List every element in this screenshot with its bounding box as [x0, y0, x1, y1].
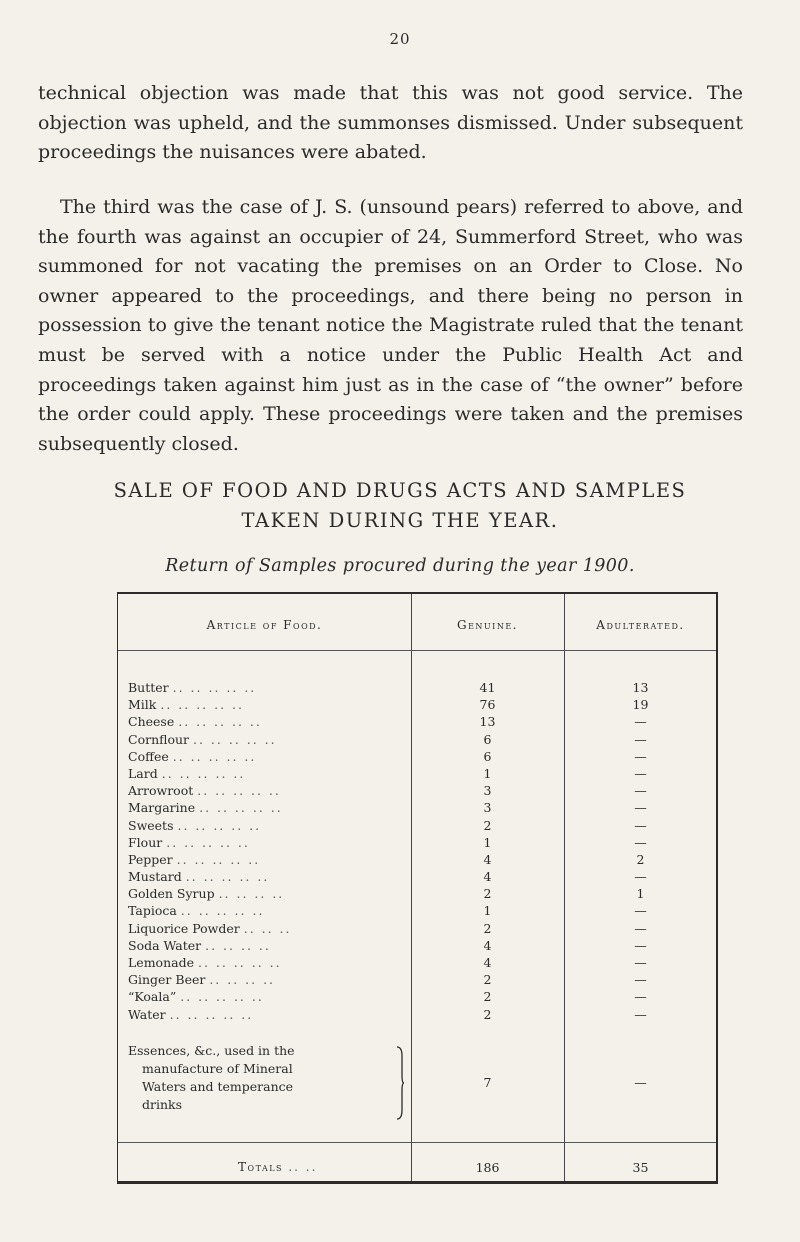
paragraph-2: The third was the case of J. S. (unsound pears) referred to above, and the fourth was against an occupier of 24, Summerford Street, who was summoned for not vacating the premises on an Order to Close. No owner appeared to the proceedings, and there being no person in possession to give the tenant notice the Magistrate ruled that the tenant must be served with a notice under the Public Health Act and proceedings taken against him just as in the case of “the owner” before the order could apply. These proceedings were taken and the premises subsequently closed.: [38, 196, 743, 455]
article-name: Margarine: [128, 800, 196, 816]
essences-article: [128, 1042, 398, 1114]
article-name: “Koala”: [128, 989, 177, 1005]
section-heading-line-2: TAKEN DURING THE YEAR.: [241, 509, 559, 532]
genuine-count: 2: [483, 886, 492, 902]
article-name: Golden Syrup: [128, 886, 215, 902]
column-header-genuine: Genuine.: [457, 618, 518, 632]
essences-line-3: Waters and temperance: [142, 1079, 294, 1094]
table-row: [118, 713, 716, 730]
leader-dots: .. .. .. .. ..: [172, 748, 257, 764]
genuine-count: 1: [483, 834, 492, 850]
leader-dots: .. .. .. .. ..: [176, 851, 261, 867]
adulterated-count: —: [634, 1006, 647, 1022]
essences-adulterated-count: —: [634, 1075, 647, 1090]
genuine-count: 76: [479, 697, 496, 713]
adulterated-count: —: [634, 920, 647, 936]
table-row: [118, 937, 716, 954]
adulterated-count: —: [634, 903, 647, 919]
adulterated-count: —: [634, 989, 647, 1005]
genuine-count: 6: [483, 748, 492, 764]
table-row: [118, 799, 716, 816]
header-rule: [118, 650, 716, 651]
totals-genuine: 186: [475, 1160, 500, 1175]
adulterated-count: —: [634, 955, 647, 970]
article-name: Arrowroot: [128, 783, 194, 799]
right-brace-icon: [395, 1046, 405, 1120]
leader-dots: .. .. .. .. ..: [199, 800, 283, 816]
leader-dots: .. .. .. .. ..: [178, 714, 262, 730]
article-name: Flour: [128, 834, 163, 850]
genuine-count: 2: [483, 989, 492, 1005]
table-row: [118, 885, 716, 902]
leader-dots: .. .. .. ..: [218, 886, 285, 902]
leader-dots: .. .. .. .. ..: [172, 680, 257, 695]
article-name: Liquorice Powder: [128, 920, 240, 936]
adulterated-count: —: [634, 731, 647, 747]
genuine-count: 6: [483, 731, 492, 747]
table-row: [118, 902, 716, 919]
column-header-adulterated: Adulterated.: [596, 618, 685, 632]
page-number: 20: [389, 30, 411, 48]
leader-dots: .. .. .. .. ..: [180, 989, 264, 1005]
essences-line-2: manufacture of Mineral: [142, 1061, 293, 1076]
adulterated-count: —: [634, 817, 647, 833]
table-row: [118, 851, 716, 868]
adulterated-count: —: [634, 783, 647, 799]
table-row: [118, 954, 716, 971]
adulterated-count: 19: [632, 697, 649, 713]
adulterated-count: —: [634, 748, 647, 764]
article-name: Lemonade: [128, 955, 194, 970]
genuine-count: 4: [483, 937, 492, 953]
adulterated-count: —: [634, 714, 647, 730]
adulterated-count: —: [634, 800, 647, 816]
table-row: [118, 679, 716, 696]
leader-dots: .. .. .. .. ..: [160, 697, 244, 713]
genuine-count: 3: [483, 800, 492, 816]
table-row: [118, 920, 716, 937]
genuine-count: 4: [483, 869, 492, 885]
genuine-count: 2: [483, 1006, 492, 1022]
table-row: [118, 1006, 716, 1023]
essences-line-4: drinks: [142, 1097, 183, 1112]
leader-dots: .. .. .. .. ..: [180, 903, 265, 919]
paragraph-1: technical objection was made that this was not good service. The objection was upheld, and the summonses dismissed. Under subsequent proceedings the nuisances were abated.: [38, 82, 743, 164]
totals-label: [238, 1160, 317, 1174]
adulterated-count: —: [634, 834, 647, 850]
table-row: [118, 782, 716, 799]
genuine-count: 13: [479, 714, 496, 730]
table-caption: Return of Samples procured during the year 1900.: [165, 556, 635, 576]
article-name: Mustard: [128, 869, 182, 885]
article-name: Pepper: [128, 851, 173, 867]
section-heading-line-1: SALE OF FOOD AND DRUGS ACTS AND SAMPLES: [113, 479, 687, 502]
adulterated-count: —: [634, 972, 647, 988]
essences-line-1: Essences, &c., used in the: [128, 1043, 295, 1058]
leader-dots: .. ..: [288, 1160, 318, 1174]
totals-text: Totals: [238, 1160, 284, 1174]
samples-table: [117, 592, 718, 1184]
genuine-count: 2: [483, 972, 492, 988]
article-name: Butter: [128, 680, 169, 695]
article-name: Soda Water: [128, 937, 202, 953]
leader-dots: .. .. .. .. ..: [169, 1006, 254, 1022]
article-name: Ginger Beer: [128, 972, 206, 988]
table-row: [118, 971, 716, 988]
genuine-count: 4: [483, 851, 492, 867]
adulterated-count: 1: [636, 886, 645, 902]
totals-adulterated: 35: [632, 1160, 649, 1175]
column-header-article: Article of Food.: [206, 618, 323, 632]
totals-rule: [118, 1142, 716, 1143]
table-row: [118, 696, 716, 713]
leader-dots: .. .. .. .. ..: [197, 783, 281, 799]
article-name: Lard: [128, 765, 158, 781]
article-name: Cornflour: [128, 731, 190, 747]
leader-dots: .. .. .. .. ..: [161, 765, 246, 781]
genuine-count: 1: [483, 903, 492, 919]
table-row: [118, 765, 716, 782]
table-row: [118, 748, 716, 765]
genuine-count: 2: [483, 817, 492, 833]
table-row: [118, 834, 716, 851]
adulterated-count: 2: [636, 851, 645, 867]
genuine-count: 3: [483, 783, 492, 799]
essences-genuine-count: 7: [483, 1075, 492, 1090]
article-name: Cheese: [128, 714, 175, 730]
adulterated-count: —: [634, 937, 647, 953]
leader-dots: .. .. ..: [243, 920, 292, 936]
article-name: Coffee: [128, 748, 169, 764]
genuine-count: 2: [483, 920, 492, 936]
leader-dots: .. .. .. ..: [205, 937, 271, 953]
table-row: [118, 988, 716, 1005]
leader-dots: .. .. .. .. ..: [177, 817, 262, 833]
table-row: [118, 868, 716, 885]
genuine-count: 1: [483, 765, 492, 781]
genuine-count: 4: [483, 955, 492, 970]
table-body: [118, 679, 716, 1023]
article-name: Milk: [128, 697, 157, 713]
adulterated-count: —: [634, 765, 647, 781]
adulterated-count: 13: [632, 680, 649, 695]
article-name: Water: [128, 1006, 166, 1022]
adulterated-count: —: [634, 869, 647, 885]
leader-dots: .. .. .. .. ..: [197, 955, 282, 970]
table-row: [118, 817, 716, 834]
leader-dots: .. .. .. ..: [209, 972, 276, 988]
table-row: [118, 731, 716, 748]
genuine-count: 41: [479, 680, 496, 695]
leader-dots: .. .. .. .. ..: [193, 731, 277, 747]
leader-dots: .. .. .. .. ..: [166, 834, 250, 850]
article-name: Sweets: [128, 817, 174, 833]
article-name: Tapioca: [128, 903, 177, 919]
leader-dots: .. .. .. .. ..: [185, 869, 270, 885]
